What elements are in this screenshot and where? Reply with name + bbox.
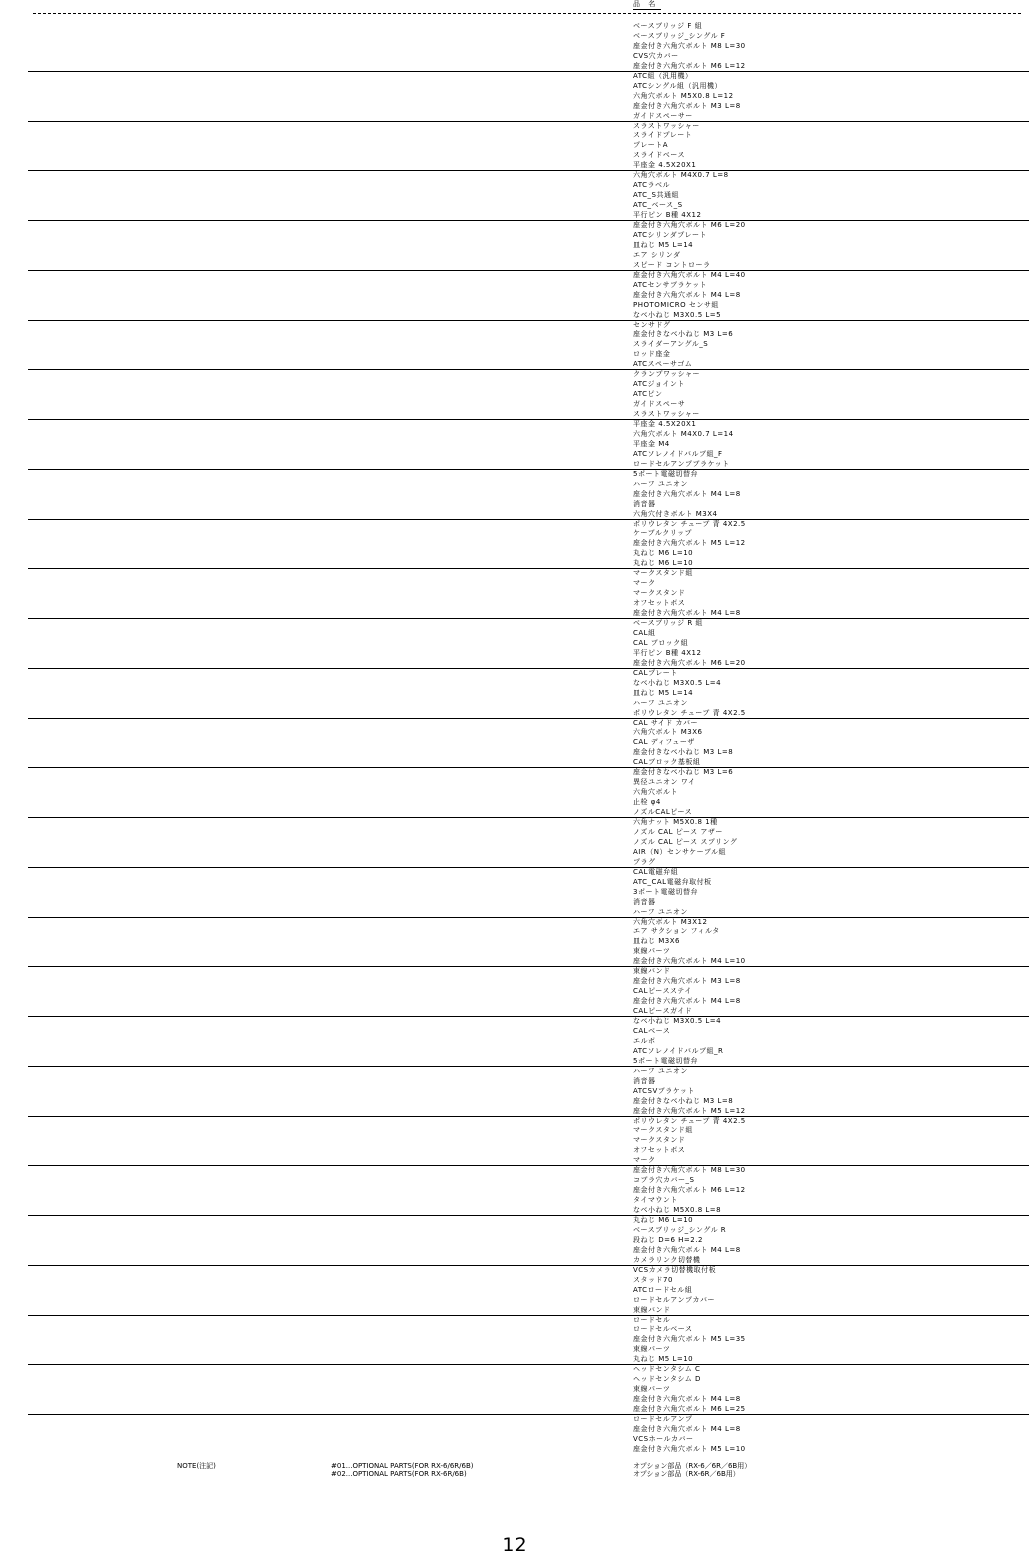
part-name-item: ヘッドセンタシム C [633,1365,701,1374]
part-name-item: ATCソレノイドバルブ組_R [633,1046,724,1055]
part-name-item: ヘッドセンタシム D [633,1375,701,1384]
part-name-item: 束線バンド [633,1305,671,1314]
part-name-item: スライドプレート [633,131,693,140]
part-name-item: スピード コントローラ [633,260,711,269]
part-name-item: 止栓 φ4 [633,798,661,807]
parts-group [28,420,1029,470]
part-name-item: スラストワッシャー [633,410,700,419]
part-name-item: 消音器 [633,897,656,906]
part-name-item: 丸ねじ M6 L=10 [633,549,694,558]
part-name-item: ベースブリッジ_シングル F [633,31,726,40]
part-name-item: 座金付き六角穴ボルト M4 L=8 [633,1424,741,1433]
note-label: NOTE(注記) [177,1462,216,1470]
note-japanese-line-1: オプション部品（RX-6／6R／6B用） [633,1462,752,1470]
part-name-item: ガイドスペーサー [633,111,693,120]
part-name-item: 座金付き六角穴ボルト M6 L=25 [633,1405,746,1414]
part-name-item: 座金付き六角穴ボルト M5 L=10 [633,1444,746,1453]
part-name-item: 消音器 [633,499,656,508]
parts-group [28,1365,1029,1415]
part-name-item: VCSカメラ切替機取付板 [633,1265,717,1274]
part-name-item: なべ小ねじ M3X0.5 L=4 [633,1017,722,1025]
part-name-item: スタッド70 [633,1275,673,1284]
part-name-item: クランプワッシャー [633,370,701,379]
part-name-item: ケーブルクリップ [633,529,692,538]
part-name-item: 座金付き六角穴ボルト M6 L=20 [633,221,746,229]
part-name-item: 六角ナット M5X0.8 1種 [633,818,718,826]
part-name-item: ATCロードセル組 [633,1285,693,1294]
part-name-item: CALプレート [633,668,678,677]
part-name-item: ポリウレタン チューブ 青 4X2.5 [633,708,746,717]
column-header-part-name: 品 名 [633,0,659,8]
part-name-item: スライダーアングル_S [633,340,709,349]
part-name-item: CAL組 [633,628,656,637]
part-name-item: ATC_S共通組 [633,191,679,200]
part-name-item: 座金付き六角穴ボルト M4 L=8 [633,290,741,299]
part-name-item: ポリウレタン チューブ 青 4X2.5 [633,1116,746,1125]
parts-group [28,1266,1029,1316]
part-name-item: ATCセンサブラケット [633,280,708,289]
part-name-item: 丸ねじ M5 L=10 [633,1355,694,1364]
part-name-item: なべ小ねじ M3X0.5 L=4 [633,678,722,687]
parts-group [28,72,1029,122]
part-name-item: なべ小ねじ M3X0.5 L=5 [633,310,722,319]
part-name-item: VCSホールカバー [633,1434,694,1443]
part-name-item: 六角穴ボルト [633,788,678,797]
part-name-item: 皿ねじ M5 L=14 [633,240,694,249]
part-name-item: なべ小ねじ M5X0.8 L=8 [633,1206,722,1215]
part-name-item: ロードセルベース [633,1325,693,1334]
note-japanese-line-2: オプション部品（RX-6R／6B用） [633,1470,740,1478]
part-name-item: 座金付き六角穴ボルト M5 L=35 [633,1335,746,1344]
part-name-item: 座金付き六角穴ボルト M6 L=12 [633,61,746,70]
part-name-item: 束線パーツ [633,947,671,956]
part-name-item: ポリウレタン チューブ 青 4X2.5 [633,519,746,528]
part-name-item: ロードセルアンプブラケット [633,459,730,468]
part-name-item: ATCSVブラケット [633,1086,695,1095]
part-name-item: ロッド座金 [633,350,671,359]
part-name-item: ATCシリンダプレート [633,230,707,239]
part-name-item: マークスタンド組 [633,1126,693,1135]
part-name-item: 5ポート電磁切替弁 [633,469,698,478]
parts-group [28,1117,1029,1167]
part-name-item: 座金付き六角穴ボルト M4 L=8 [633,997,741,1006]
part-name-item: 皿ねじ M3X6 [633,937,680,946]
parts-group [28,967,1029,1017]
parts-group [28,122,1029,172]
part-name-item: 束線バンド [633,967,671,976]
part-name-item: AIR（N）センサケーブル組 [633,847,727,856]
part-name-item: 六角穴ボルト M4X0.7 L=8 [633,171,729,180]
parts-group [28,1415,1029,1465]
parts-group [28,918,1029,968]
part-name-item: 消音器 [633,1076,656,1085]
parts-group [28,321,1029,371]
parts-group [28,1067,1029,1117]
part-name-item: ATCスペーサゴム [633,360,693,369]
part-name-item: ハーフ ユニオン [633,907,688,916]
parts-group [28,719,1029,769]
part-name-item: ベースブリッジ F 組 [633,22,703,30]
part-name-item: CALブロック基板組 [633,758,701,767]
part-name-item: 座金付き六角穴ボルト M8 L=30 [633,41,746,50]
part-name-item: ベースブリッジ R 組 [633,619,703,627]
part-name-item: 平座金 4.5X20X1 [633,420,697,428]
part-name-item: 平座金 4.5X20X1 [633,161,697,170]
parts-group [28,22,1029,72]
parts-group [28,1017,1029,1067]
part-name-item: 平行ピン B種 4X12 [633,211,702,220]
part-name-item: ATC_ベース_S [633,201,683,210]
part-name-item: ハーフ ユニオン [633,479,688,488]
part-name-item: CALピースガイド [633,1007,693,1016]
part-name-item: 座金付き六角穴ボルト M4 L=40 [633,270,746,279]
part-name-item: ATCラベル [633,181,670,190]
part-name-item: 平座金 M4 [633,439,670,448]
part-name-item: 六角穴ボルト M3X6 [633,728,703,737]
part-name-item: マーク [633,1156,656,1165]
part-name-item: 座金付き六角穴ボルト M4 L=8 [633,489,741,498]
part-name-item: マーク [633,579,656,588]
part-name-item: センサドグ [633,320,671,329]
parts-group [28,1166,1029,1216]
part-name-item: タイマウント [633,1196,678,1205]
part-name-item: 座金付きなべ小ねじ M3 L=8 [633,748,734,757]
part-name-item: カメラリンク切替機 [633,1255,701,1264]
parts-group [28,171,1029,221]
part-name-item: エア シリンダ [633,250,681,259]
part-name-item: エア サクション フィルタ [633,927,720,936]
part-name-item: 六角穴ボルト M3X12 [633,917,708,926]
part-name-item: ベースブリッジ_シングル R [633,1225,727,1234]
part-name-item: エルボ [633,1036,656,1045]
parts-group [28,669,1029,719]
part-name-item: ATCシングル組（汎用機） [633,81,722,90]
page-number: 12 [502,1534,527,1556]
part-name-item: ガイドスペーサ [633,400,686,409]
parts-group [28,370,1029,420]
part-name-item: マークスタンド組 [633,569,693,578]
part-name-item: 座金付き六角穴ボルト M8 L=30 [633,1166,746,1175]
part-name-item: 段ねじ D=6 H=2.2 [633,1235,703,1244]
part-name-item: スライドベース [633,151,685,160]
part-name-item: ロードセルアンプ [633,1415,693,1423]
part-name-item: PHOTOMICRO センサ組 [633,300,719,309]
part-name-item: 座金付き六角穴ボルト M3 L=8 [633,101,741,110]
parts-group [28,619,1029,669]
note-english [331,1462,473,1478]
part-name-item: ATC組（汎用機） [633,71,693,80]
part-name-item: スラストワッシャー [633,121,700,130]
part-name-item: CAL電磁弁組 [633,867,679,876]
part-name-item: 座金付き六角穴ボルト M4 L=8 [633,609,741,618]
part-name-item: 六角穴ボルト M5X0.8 L=12 [633,91,734,100]
part-name-item: プレートA [633,141,669,150]
part-name-item: 5ポート電磁切替弁 [633,1056,698,1065]
part-name-item: 平行ピン B種 4X12 [633,648,702,657]
part-name-item: 六角穴付きボルト M3X4 [633,509,718,518]
part-name-item: コブラ穴カバー_S [633,1176,695,1185]
parts-table [28,22,1029,1465]
parts-group [28,221,1029,271]
parts-group [28,520,1029,570]
part-name-item: 3ポート電磁切替弁 [633,887,698,896]
part-name-item: 座金付き六角穴ボルト M5 L=12 [633,539,746,548]
part-name-item: オフセットボス [633,1146,686,1155]
part-name-item: ATC_CAL電磁弁取付板 [633,877,712,886]
part-name-item: ハーフ ユニオン [633,1066,688,1075]
part-name-item: 座金付き六角穴ボルト M3 L=8 [633,977,741,986]
column-header-underline [633,9,661,10]
parts-group [28,470,1029,520]
part-name-item: 座金付きなべ小ねじ M3 L=6 [633,330,734,339]
parts-group [28,1216,1029,1266]
part-name-item: 丸ねじ M6 L=10 [633,559,694,568]
part-name-item: ロードセル [633,1315,671,1324]
part-name-item: 座金付きなべ小ねじ M3 L=8 [633,1096,734,1105]
part-name-item: 座金付き六角穴ボルト M6 L=12 [633,1186,746,1195]
part-name-item: ATCピン [633,390,663,399]
part-name-item: 座金付き六角穴ボルト M4 L=8 [633,1245,741,1254]
part-name-item: 座金付きなべ小ねじ M3 L=6 [633,768,734,777]
part-name-item: CAL ディフューザ [633,738,695,747]
part-name-item: 座金付き六角穴ボルト M4 L=8 [633,1395,741,1404]
part-name-item: 座金付き六角穴ボルト M5 L=12 [633,1106,746,1115]
part-name-item: ハーフ ユニオン [633,698,688,707]
part-name-item: 束線パーツ [633,1385,671,1394]
part-name-item: 丸ねじ M6 L=10 [633,1216,694,1224]
part-name-item: マークスタンド [633,1136,686,1145]
part-name-item: CVS穴カバー [633,51,679,60]
part-name-item: CAL ブロック組 [633,638,689,647]
parts-group [28,868,1029,918]
part-name-item: オフセットボス [633,599,686,608]
dashed-top-rule [33,13,1021,14]
part-name-item: ノズルCALピース [633,808,693,817]
part-name-item: ロードセルアンプカバー [633,1295,715,1304]
part-name-item: ATCソレノイドバルブ組_F [633,449,723,458]
parts-group [28,768,1029,818]
part-name-item: ATCジョイント [633,380,685,389]
part-name-item: ノズル CAL ピース スプリング [633,837,738,846]
part-name-item: 座金付き六角穴ボルト M4 L=10 [633,957,746,966]
note-japanese [633,1462,751,1478]
note-english-line-1: #01...OPTIONAL PARTS(FOR RX-6/6R/6B) [331,1462,474,1470]
part-name-item: 異径ユニオン ワイ [633,778,696,787]
note-english-line-2: #02...OPTIONAL PARTS(FOR RX-6R/6B) [331,1470,467,1478]
part-name-item: マークスタンド [633,589,686,598]
parts-group [28,818,1029,868]
parts-group [28,1316,1029,1366]
parts-group [28,271,1029,321]
part-name-item: プラグ [633,857,656,866]
part-name-item: 座金付き六角穴ボルト M6 L=20 [633,658,746,667]
part-name-item: 六角穴ボルト M4X0.7 L=14 [633,429,734,438]
part-name-item: CALベース [633,1026,671,1035]
part-name-item: ノズル CAL ピース アザー [633,827,723,836]
part-name-item: 皿ねじ M5 L=14 [633,688,694,697]
parts-group [28,569,1029,619]
part-name-item: 束線パーツ [633,1345,671,1354]
part-name-item: CAL サイド カバー [633,718,699,727]
part-name-item: CALピースステイ [633,987,692,996]
